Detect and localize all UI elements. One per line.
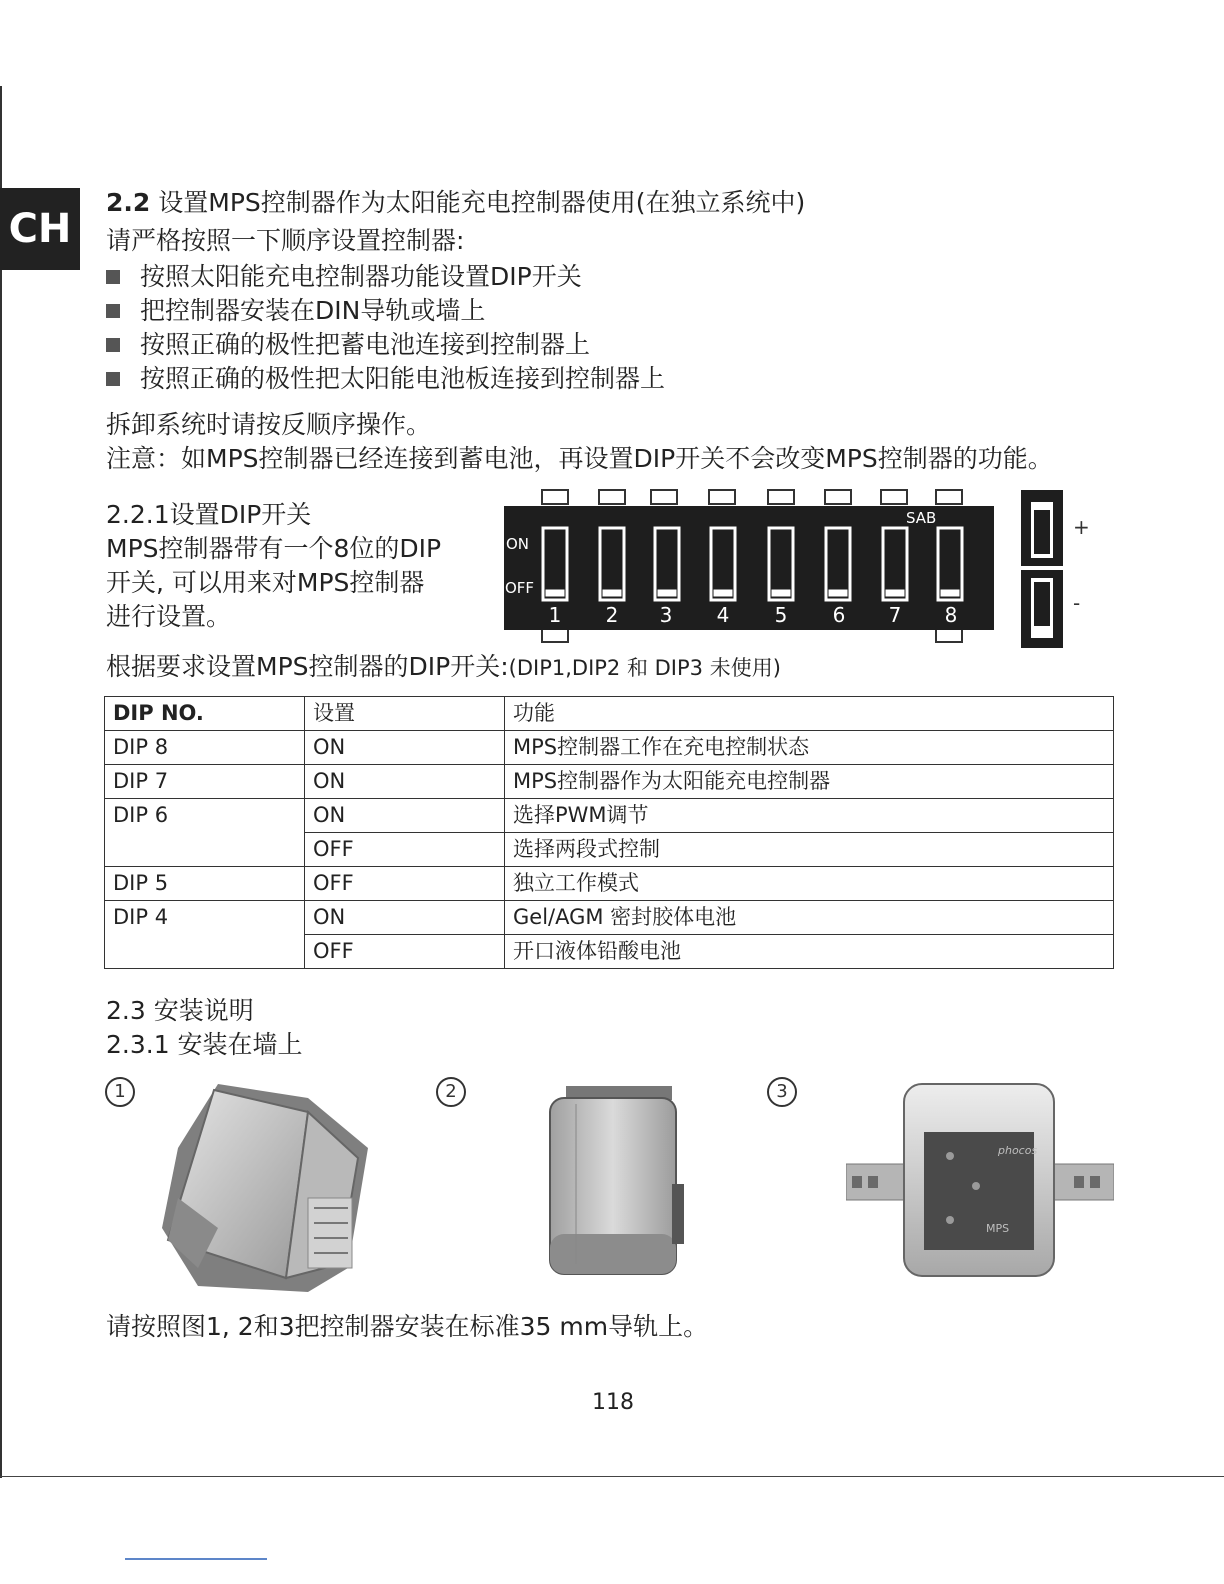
- bullet-square-icon: [106, 338, 120, 352]
- section-23-heading: 2.3 安装说明: [106, 996, 254, 1025]
- install-photo-3: [846, 1080, 1114, 1280]
- bullet-square-icon: [106, 304, 120, 318]
- section-221-desc: 进行设置。: [106, 602, 232, 631]
- bullet-square-icon: [106, 270, 120, 284]
- section-22-intro: 请严格按照一下顺序设置控制器:: [106, 226, 465, 255]
- header-dip-no: DIP NO.: [105, 697, 305, 731]
- table-row: [105, 867, 1114, 901]
- section-221-desc: MPS控制器带有一个8位的DIP: [106, 534, 442, 563]
- cell-setting: OFF: [305, 833, 505, 867]
- dip-off-label: OFF: [505, 579, 535, 597]
- dip-on-label: ON: [506, 535, 530, 553]
- cell-function: 选择PWM调节: [505, 799, 1114, 833]
- cell-function: 独立工作模式: [505, 867, 1114, 901]
- step-item: 按照正确的极性把蓄电池连接到控制器上: [140, 330, 591, 359]
- model-label: MPS: [986, 1222, 1010, 1235]
- section-22-title: 设置MPS控制器作为太阳能充电控制器使用(在独立系统中): [150, 188, 806, 217]
- step-number-1: 1: [105, 1077, 135, 1107]
- header-function: 功能: [505, 697, 1114, 731]
- settings-heading: [106, 650, 781, 685]
- off-example-minus-label: -: [1073, 591, 1081, 615]
- step-number-3: 3: [767, 1077, 797, 1107]
- cell-function: 开口液体铅酸电池: [505, 935, 1114, 969]
- dip-number: 1: [548, 603, 562, 627]
- cell-dip: DIP 6: [105, 799, 305, 867]
- bullet-square-icon: [106, 372, 120, 386]
- cell-function: MPS控制器作为太阳能充电控制器: [505, 765, 1114, 799]
- header-setting: 设置: [305, 697, 505, 731]
- cell-function: 选择两段式控制: [505, 833, 1114, 867]
- dip-switch-figure: [500, 486, 1100, 654]
- settings-heading-note: (DIP1,DIP2 和 DIP3 未使用): [508, 656, 781, 680]
- dip-number: 3: [659, 603, 673, 627]
- section-221-heading: 2.2.1设置DIP开关: [106, 500, 312, 529]
- on-example-plus-label: +: [1073, 515, 1090, 539]
- attention-note: 注意：如MPS控制器已经连接到蓄电池，再设置DIP开关不会改变MPS控制器的功能。: [106, 444, 1053, 473]
- dip-number: 8: [944, 603, 958, 627]
- page-number: 118: [592, 1390, 634, 1415]
- dip-number: 5: [774, 603, 788, 627]
- step-item: 把控制器安装在DIN导轨或墙上: [140, 296, 486, 325]
- left-margin-line: [0, 86, 2, 1478]
- cell-dip: DIP 4: [105, 901, 305, 969]
- cell-setting: ON: [305, 731, 505, 765]
- cell-setting: OFF: [305, 867, 505, 901]
- cell-setting: ON: [305, 901, 505, 935]
- install-caption: 请按照图1, 2和3把控制器安装在标准35 mm导轨上。: [106, 1312, 709, 1341]
- dip-sab-label: SAB: [906, 509, 937, 527]
- dip-number: 6: [832, 603, 846, 627]
- table-row: [105, 731, 1114, 765]
- bottom-rule: [0, 1476, 1224, 1477]
- section-22-heading: [106, 186, 805, 220]
- settings-heading-main: 根据要求设置MPS控制器的DIP开关:: [106, 652, 509, 681]
- cell-setting: ON: [305, 765, 505, 799]
- table-row: [105, 765, 1114, 799]
- cell-function: Gel/AGM 密封胶体电池: [505, 901, 1114, 935]
- language-tab: CH: [0, 188, 80, 270]
- table-row: [105, 799, 1114, 833]
- step-item: 按照太阳能充电控制器功能设置DIP开关: [140, 262, 582, 291]
- section-22-number: 2.2: [106, 188, 151, 217]
- brand-label: phocos: [998, 1144, 1038, 1157]
- step-item: 按照正确的极性把太阳能电池板连接到控制器上: [140, 364, 666, 393]
- section-221-desc: 开关, 可以用来对MPS控制器: [106, 568, 425, 597]
- table-header-row: [105, 697, 1114, 731]
- cell-setting: ON: [305, 799, 505, 833]
- dip-settings-table: [104, 696, 1114, 969]
- cell-dip: DIP 5: [105, 867, 305, 901]
- section-231-heading: 2.3.1 安装在墙上: [106, 1030, 303, 1059]
- cell-dip: DIP 8: [105, 731, 305, 765]
- step-number-2: 2: [436, 1077, 466, 1107]
- remove-note: 拆卸系统时请按反顺序操作。: [106, 410, 432, 439]
- dip-number: 4: [716, 603, 730, 627]
- cell-function: MPS控制器工作在充电控制状态: [505, 731, 1114, 765]
- footer-accent-bar: [125, 1558, 267, 1560]
- install-photo-1: [158, 1078, 378, 1292]
- cell-setting: OFF: [305, 935, 505, 969]
- table-row: [105, 901, 1114, 935]
- install-photo-2: [546, 1084, 686, 1284]
- dip-number: 2: [605, 603, 619, 627]
- cell-dip: DIP 7: [105, 765, 305, 799]
- dip-number: 7: [888, 603, 902, 627]
